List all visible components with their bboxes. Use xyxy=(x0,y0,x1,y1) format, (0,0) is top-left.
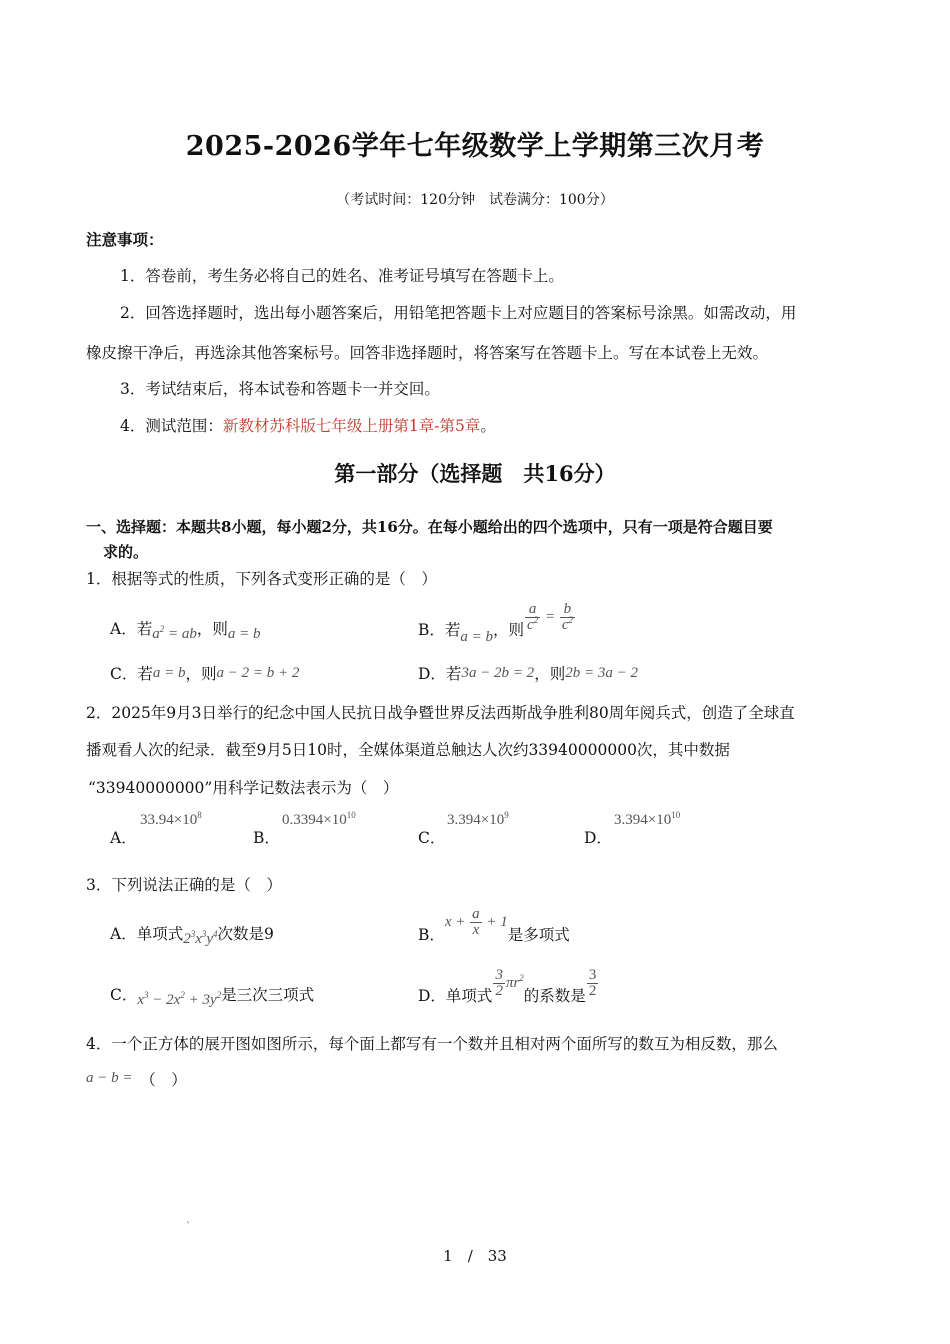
q3-c-formula: $x^3 - 2x^2 + 3y^2$ xyxy=(137,990,222,1008)
q3-option-d xyxy=(418,967,599,1005)
q1-a-then: ，则 xyxy=(196,620,228,638)
q3-d-coefficient-text: 的系数是 xyxy=(523,986,586,1005)
q1-option-b xyxy=(418,601,576,645)
q1-option-a xyxy=(110,617,261,642)
q1-a-formula-2: a = b xyxy=(227,626,261,642)
q3-a-label: A．单项式 xyxy=(110,925,184,943)
q1-d-label: D．若 xyxy=(418,665,462,683)
notes-heading: 注意事项： xyxy=(86,230,164,249)
note-4-prefix: 4．测试范围： xyxy=(120,417,223,435)
q2-line-2: 播观看人次的纪录．截至9月5日10时，全媒体渠道总触达人次约33940000000次，其中数据 xyxy=(86,741,730,759)
q1-stem: 1．根据等式的性质，下列各式变形正确的是（ ） xyxy=(86,570,437,588)
q3-b-formula: x + $\frac{a}{x}$ + 1 xyxy=(444,906,508,938)
part-instruction-line-2: 求的。 xyxy=(103,543,149,561)
q1-c-formula-1: a = b xyxy=(152,665,186,681)
q1-a-formula-1: $a^2$ = ab xyxy=(152,624,197,642)
q3-option-c xyxy=(110,983,315,1008)
q1-option-d xyxy=(418,662,638,684)
q3-a-suffix: 次数是9 xyxy=(217,925,274,943)
part-instruction-line-1: 一、选择题：本题共8小题，每小题2分，共16分。在每小题给出的四个选项中，只有一项是符合题目要 xyxy=(86,518,773,536)
note-1: 1．答卷前，考生务必将自己的姓名、准考证号填写在答题卡上。 xyxy=(120,267,564,285)
q2-d-base: 3.394×10 xyxy=(614,812,672,828)
page-title: 2025-2026学年七年级数学上学期第三次月考 xyxy=(185,131,765,162)
q3-b-suffix: 是多项式 xyxy=(507,925,570,944)
q1-c-formula-2: a − 2 = b + 2 xyxy=(216,665,300,681)
q1-c-then: ，则 xyxy=(185,665,217,683)
q4-suffix: （ ） xyxy=(148,1071,187,1089)
q3-option-a xyxy=(110,922,274,947)
q1-d-formula-2: 2b = 3a − 2 xyxy=(565,665,638,681)
q2-c-label: C． xyxy=(418,829,446,847)
q2-d-exp: 10 xyxy=(671,810,681,820)
q1-b-label: B．若 xyxy=(418,620,461,639)
q4-line-1: 4．一个正方体的展开图如图所示，每个面上都写有一个数并且相对两个面所写的数互为相反数，那么 xyxy=(86,1035,778,1053)
q2-a-label: A． xyxy=(110,829,137,847)
q1-option-c xyxy=(110,662,299,684)
q2-line-3: “33940000000”用科学记数法表示为（ ） xyxy=(88,779,399,797)
test-range: 新教材苏科版七年级上册第1章-第5章 xyxy=(222,417,481,435)
q2-d-formula xyxy=(614,812,680,829)
q3-option-b xyxy=(418,906,570,944)
q2-c-base: 3.394×10 xyxy=(447,812,505,828)
q1-b-formula-2: $\frac{a}{c^2}$ = $\frac{b}{c^2}$ xyxy=(527,601,573,633)
q2-b-formula xyxy=(282,812,356,829)
stray-mark: ` xyxy=(186,1222,191,1233)
q2-a-formula xyxy=(140,812,202,829)
section-title: 第一部分（选择题 共16分） xyxy=(334,461,616,486)
q2-b-exp: 10 xyxy=(346,810,356,820)
q1-d-then: ，则 xyxy=(534,665,566,683)
q2-c-formula xyxy=(447,812,509,829)
q1-c-label: C．若 xyxy=(110,665,153,683)
q2-a-exp: 8 xyxy=(197,810,202,820)
note-3: 3．考试结束后，将本试卷和答题卡一并交回。 xyxy=(120,380,440,398)
q3-d-formula-1: $\frac{3}{2}$ $\pi r^2$ xyxy=(495,967,524,999)
q2-a-base: 33.94×10 xyxy=(140,812,198,828)
q1-a-label: A．若 xyxy=(110,620,153,638)
q3-d-label: D．单项式 xyxy=(418,986,493,1005)
q3-d-formula-2: $\frac{3}{2}$ xyxy=(588,967,597,999)
note-4-suffix: 。 xyxy=(480,417,496,435)
q3-c-suffix: 是三次三项式 xyxy=(221,986,315,1004)
note-4 xyxy=(120,414,496,436)
exam-info: （考试时间：120分钟 试卷满分：100分） xyxy=(336,192,614,208)
q3-a-formula: $2^3x^3y^4$ xyxy=(183,929,218,947)
q2-b-label: B． xyxy=(253,829,280,847)
q1-b-then: ，则 xyxy=(493,620,525,639)
q1-d-formula-1: 3a − 2b = 2 xyxy=(461,665,535,681)
q4-line-2 xyxy=(86,1068,187,1090)
q2-b-base: 0.3394×10 xyxy=(282,812,347,828)
q2-line-1: 2．2025年9月3日举行的纪念中国人民抗日战争暨世界反法西斯战争胜利80周年阅兵式，创造了全球直 xyxy=(86,704,795,722)
q3-c-label: C． xyxy=(110,986,138,1004)
q3-stem: 3．下列说法正确的是（ ） xyxy=(86,876,282,894)
q3-b-label: B． xyxy=(418,925,445,944)
note-2-line-2: 橡皮擦干净后，再选涂其他答案标号。回答非选择题时，将答案写在答题卡上。写在本试卷上无效。 xyxy=(86,344,769,362)
q1-b-formula-1: a = b xyxy=(460,628,494,645)
page-number: 1 / 33 xyxy=(443,1247,507,1265)
q2-c-exp: 9 xyxy=(504,810,509,820)
note-2-line-1: 2．回答选择题时，选出每小题答案后，用铅笔把答题卡上对应题目的答案标号涂黑。如需改动，用 xyxy=(120,304,797,322)
q4-formula: a − b = xyxy=(86,1070,133,1086)
q2-d-label: D． xyxy=(584,829,612,847)
